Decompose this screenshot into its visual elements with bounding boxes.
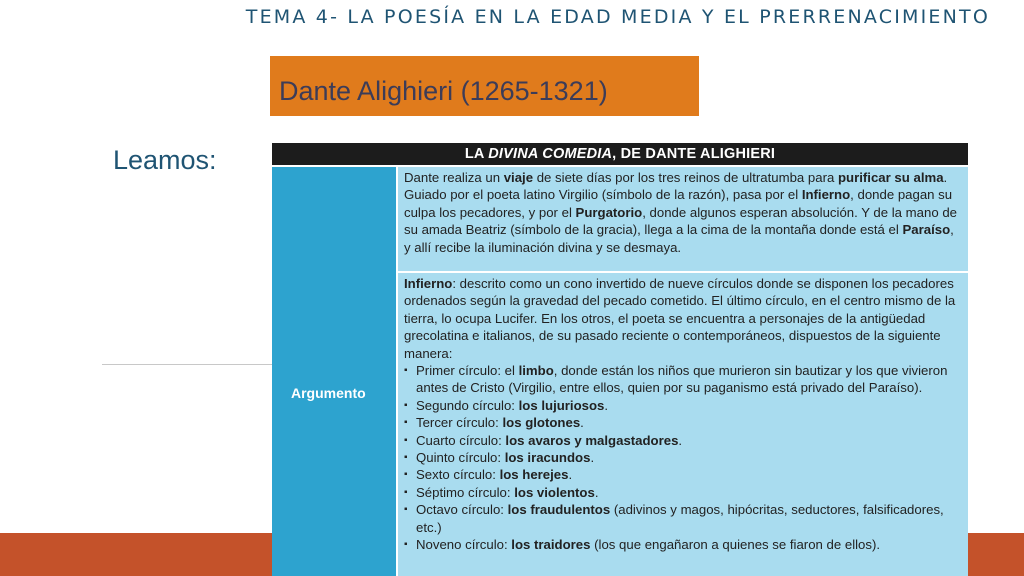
bottom-band-left xyxy=(0,533,272,576)
table-heading-italic: DIVINA COMEDIA xyxy=(488,146,613,162)
circle-bold: los lujuriosos xyxy=(518,397,605,413)
circle-text: . xyxy=(580,415,584,431)
divider-line xyxy=(102,364,272,365)
list-item xyxy=(404,397,964,414)
summary-text: , y allí recibe la iluminación divina y se desmaya. xyxy=(404,222,954,255)
circle-text: Cuarto círculo: xyxy=(416,432,506,448)
circle-bold: los fraudulentos xyxy=(507,502,611,518)
circles-list xyxy=(404,362,964,553)
circle-bold: los iracundos xyxy=(504,450,591,466)
summary-text: . Guiado por el poeta latino Virgilio (símbolo de la razón), pasa por el xyxy=(404,170,948,203)
circle-bold: los violentos xyxy=(514,484,595,500)
circle-text: . xyxy=(604,397,609,413)
summary-cell xyxy=(398,167,968,271)
list-item xyxy=(404,432,964,449)
summary-bold: viaje xyxy=(503,170,534,185)
circle-text: Segundo círculo: xyxy=(416,397,519,413)
circle-bold: limbo xyxy=(518,363,554,379)
table-heading xyxy=(272,143,968,165)
circle-bold: los avaros y malgastadores xyxy=(505,432,679,448)
summary-bold: Purgatorio xyxy=(575,204,643,220)
circle-text: . xyxy=(590,450,595,466)
list-item xyxy=(404,484,964,501)
infierno-bold: Infierno xyxy=(404,276,453,291)
table-heading-prefix: LA xyxy=(464,146,489,162)
infierno-paragraph xyxy=(404,275,964,362)
summary-bold: purificar su alma xyxy=(838,170,944,185)
summary-text: , donde pagan su culpa los pecadores, y por el xyxy=(404,187,953,220)
circle-text: Primer círculo: el xyxy=(416,363,519,379)
circle-text: (adivinos y magos, hipócritas, seductores, falsificadores, etc.) xyxy=(416,502,944,535)
divina-comedia-table xyxy=(272,143,968,576)
summary-text: , donde algunos esperan absolución. Y de la mano de su amada Beatriz (símbolo de la gracia), llega a la cima de la montaña donde está el xyxy=(404,204,958,238)
slide-title: Dante Alighieri (1265-1321) xyxy=(279,76,608,106)
circle-text: Sexto círculo: xyxy=(416,467,500,483)
circle-text: . xyxy=(678,432,683,448)
circle-text: Noveno círculo: xyxy=(416,537,512,553)
circle-text: Octavo círculo: xyxy=(416,502,508,518)
circle-text: (los que engañaron a quienes se fiaron de ellos). xyxy=(590,537,881,553)
circle-text: Séptimo círculo: xyxy=(416,484,515,500)
summary-bold: Paraíso xyxy=(902,222,951,238)
list-item xyxy=(404,501,964,536)
circle-text: . xyxy=(568,467,573,483)
summary-text: Dante realiza un xyxy=(404,170,504,185)
circle-text: , donde están los niños que murieron sin bautizar y los que vivieron antes de Cristo (Virgilio, entre ellos, quien por su paganismo está privado del Paraíso). xyxy=(416,363,948,396)
title-banner xyxy=(270,56,699,116)
table-heading-suffix: , DE DANTE ALIGHIERI xyxy=(612,146,776,162)
leamos-label: Leamos: xyxy=(113,145,217,175)
infierno-text: : descrito como un cono invertido de nueve círculos donde se disponen los pecadores ordenados según la gravedad del pecado cometido. El último círculo, en el centro mismo de la tierra, lo ocupa Lucifer. En los otros, el poeta se encuentra a personajes de la antigüedad grecolatina e italianos, de su pasado reciente o contemporáneos, dispuestos de la siguiente manera: xyxy=(404,276,956,361)
list-item xyxy=(404,362,964,397)
list-item xyxy=(404,466,964,483)
circle-bold: los traidores xyxy=(511,537,591,553)
circle-bold: los glotones xyxy=(502,415,581,431)
list-item xyxy=(404,449,964,466)
summary-bold: Infierno xyxy=(801,187,851,203)
summary-paragraph xyxy=(404,169,964,256)
circle-bold: los herejes xyxy=(499,467,569,483)
summary-text: de siete días por los tres reinos de ultratumba para xyxy=(533,170,838,185)
list-item xyxy=(404,536,964,553)
bottom-band-right xyxy=(966,533,1024,576)
list-item xyxy=(404,414,964,431)
argumento-label: Argumento xyxy=(291,385,366,401)
circle-text: . xyxy=(594,484,599,500)
circle-text: Tercer círculo: xyxy=(416,415,503,431)
argumento-label-cell xyxy=(272,167,396,576)
infierno-cell xyxy=(398,273,968,576)
slide-header: TEMA 4- LA POESÍA EN LA EDAD MEDIA Y EL PRERRENACIMIENTO xyxy=(245,6,990,28)
circle-text: Quinto círculo: xyxy=(416,450,505,466)
